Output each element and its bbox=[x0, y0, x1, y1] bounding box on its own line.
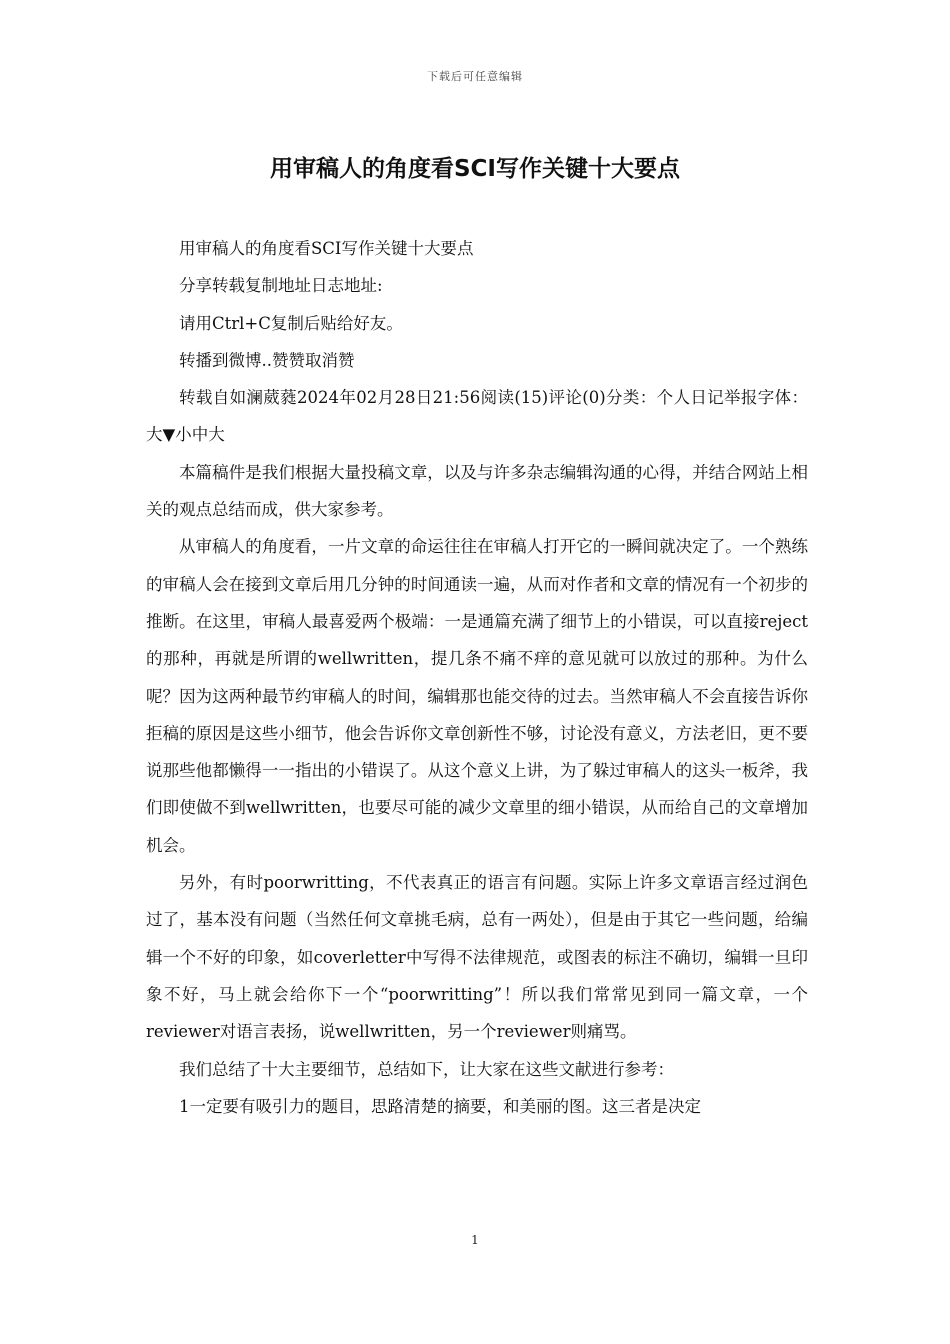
page-number: 1 bbox=[471, 1233, 479, 1247]
paragraph: 请用Ctrl+C复制后贴给好友。 bbox=[179, 313, 403, 333]
paragraph: 转播到微博..赞赞取消赞 bbox=[179, 350, 355, 370]
paragraph: 用审稿人的角度看SCI写作关键十大要点 bbox=[179, 239, 474, 258]
document-title: 用审稿人的角度看SCI写作关键十大要点 bbox=[269, 156, 680, 182]
paragraph: 本篇稿件是我们根据大量投稿文章，以及与许多杂志编辑沟通的心得，并结合网站上相关的观点总结而成，供大家参考。 bbox=[146, 462, 808, 520]
paragraph: 我们总结了十大主要细节，总结如下，让大家在这些文献进行参考： bbox=[179, 1059, 674, 1079]
paragraph: 另外，有时poorwritting，不代表真正的语言有问题。实际上许多文章语言经过润色过了，基本没有问题（当然任何文章挑毛病，总有一两处），但是由于其它一些问题，给编辑一个不好的印象，如coverletter中写得不法律规范，或图表的标注不确切，编辑一旦印象不好，马上就会给你下一个“poorwritting”！所以我们常常见到同一篇文章，一个reviewer对语言表扬，说wellwritten，另一个reviewer则痛骂。 bbox=[146, 873, 808, 1042]
document-body bbox=[146, 230, 808, 1125]
paragraph: 转载自如澜葳蕤2024年02月28日21:56阅读(15)评论(0)分类：个人日记举报字体：大▼小中大 bbox=[146, 388, 808, 445]
header-note: 下载后可任意编辑 bbox=[427, 70, 523, 83]
paragraph: 1一定要有吸引力的题目，思路清楚的摘要，和美丽的图。这三者是决定 bbox=[179, 1096, 701, 1116]
paragraph: 从审稿人的角度看，一片文章的命运往往在审稿人打开它的一瞬间就决定了。一个熟练的审稿人会在接到文章后用几分钟的时间通读一遍，从而对作者和文章的情况有一个初步的推断。在这里，审稿人最喜爱两个极端：一是通篇充满了细节上的小错误，可以直接reject的那种，再就是所谓的wellwritten，提几条不痛不痒的意见就可以放过的那种。为什么呢？因为这两种最节约审稿人的时间，编辑那也能交待的过去。当然审稿人不会直接告诉你拒稿的原因是这些小细节，他会告诉你文章创新性不够，讨论没有意义，方法老旧，更不要说那些他都懒得一一指出的小错误了。从这个意义上讲，为了躲过审稿人的这头一板斧，我们即使做不到wellwritten，也要尽可能的减少文章里的细小错误，从而给自己的文章增加机会。 bbox=[146, 537, 808, 855]
paragraph: 分享转载复制地址日志地址: bbox=[179, 276, 383, 296]
